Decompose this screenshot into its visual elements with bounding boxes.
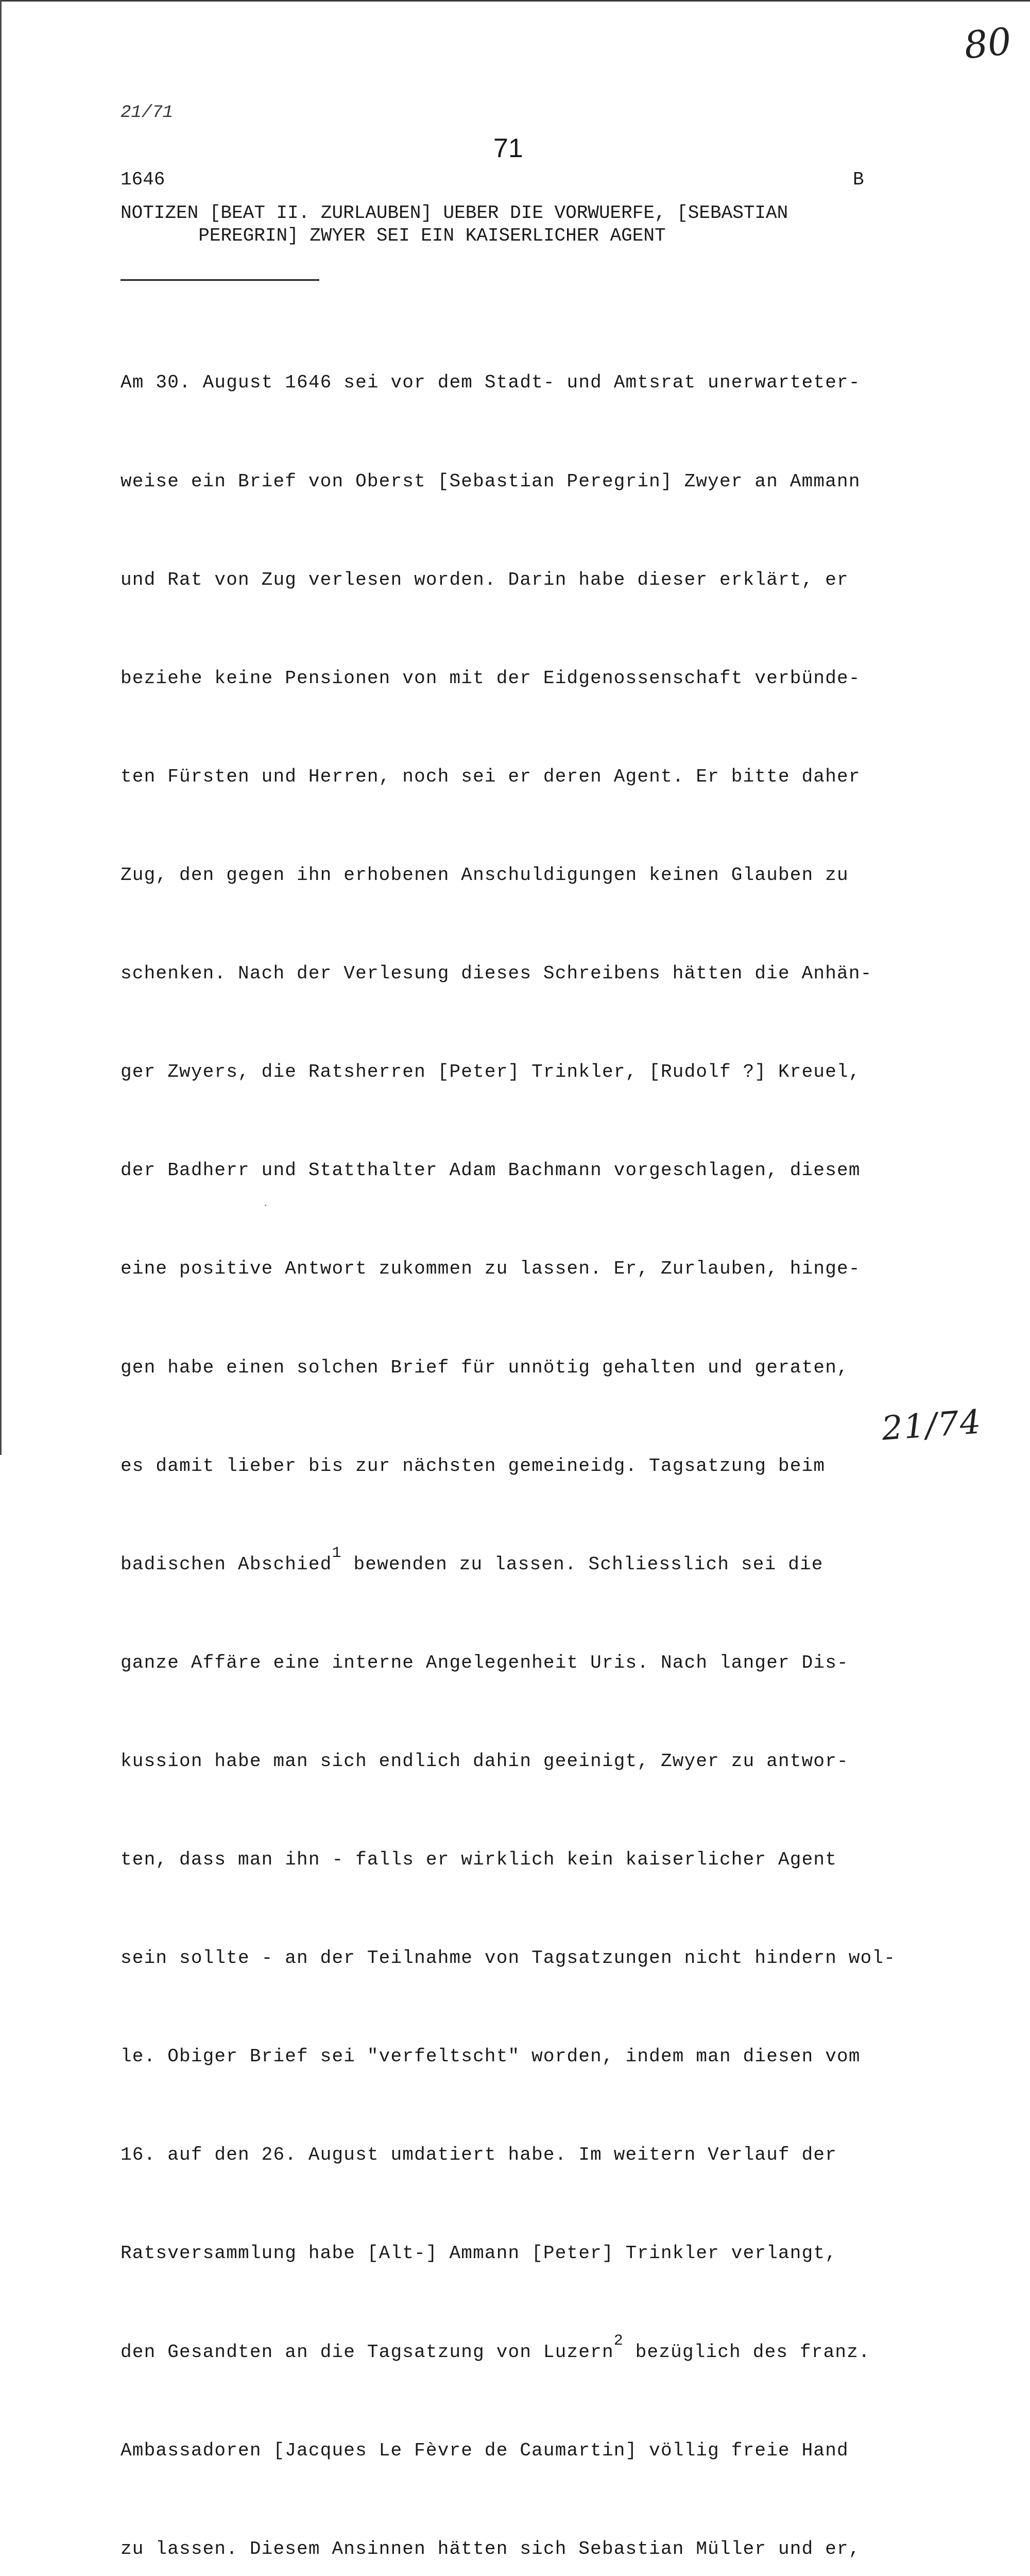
title-line — [121, 225, 788, 247]
body-line: kussion habe man sich endlich dahin geeinigt, Zwyer zu antwor- — [121, 1750, 849, 1772]
footnote-marker: 2 — [613, 2332, 624, 2350]
handwritten-folio-number: 80 — [962, 19, 1014, 67]
body-line: le. Obiger Brief sei "verfeltscht" worden, indem man diesen vom — [121, 2046, 861, 2067]
body-line — [121, 2332, 896, 2369]
document-number: 71 — [493, 133, 523, 163]
body-line: ganze Affäre eine interne Angelegenheit Uris. Nach langer Dis- — [121, 1652, 849, 1673]
body-line: Zug, den gegen ihn erhobenen Anschuldigungen keinen Glauben zu — [121, 864, 849, 886]
body-line: gen habe einen solchen Brief für unnötig gehalten und geraten, — [121, 1357, 849, 1378]
body-text — [121, 301, 896, 2576]
document-title — [121, 202, 788, 247]
body-line-text: den Gesandten an die Tagsatzung von Luzern — [121, 2341, 614, 2363]
handwritten-archive-number: 21/74 — [880, 1403, 983, 1448]
body-line: beziehe keine Pensionen von mit der Eidgenossenschaft verbünde- — [121, 667, 861, 689]
body-line: schenken. Nach der Verlesung dieses Schreibens hätten die Anhän- — [121, 963, 872, 985]
paper-speck — [265, 1205, 266, 1206]
page-top-edge — [0, 0, 1030, 2]
body-line: weise ein Brief von Oberst [Sebastian Peregrin] Zwyer an Ammann — [121, 470, 861, 492]
body-line — [121, 1544, 896, 1581]
body-line: Ambassadoren [Jacques Le Fèvre de Caumartin] völlig freie Hand — [121, 2439, 849, 2461]
body-line: ger Zwyers, die Ratsherren [Peter] Trinkler, [Rudolf ?] Kreuel, — [121, 1061, 861, 1083]
body-line: sein sollte - an der Teilnahme von Tagsatzungen nicht hindern wol- — [121, 1947, 896, 1969]
title-line-text: PEREGRIN] ZWYER SEI EIN KAISERLICHER AGENT — [198, 225, 666, 246]
title-underline — [121, 279, 319, 281]
document-reference: 21/71 — [121, 103, 174, 123]
body-line: es damit lieber bis zur nächsten gemeineidg. Tagsatzung beim — [121, 1455, 826, 1477]
body-line: Ratsversammlung habe [Alt-] Ammann [Peter] Trinkler verlangt, — [121, 2243, 837, 2264]
body-line: Am 30. August 1646 sei vor dem Stadt- und Amtsrat unerwarteter- — [121, 372, 861, 394]
body-line: der Badherr und Statthalter Adam Bachmann vorgeschlagen, diesem — [121, 1160, 861, 1181]
body-line: ten Fürsten und Herren, noch sei er deren Agent. Er bitte daher — [121, 766, 861, 787]
body-line: zu lassen. Diesem Ansinnen hätten sich Sebastian Müller und er, — [121, 2538, 861, 2560]
document-classification: B — [853, 169, 864, 190]
title-line: NOTIZEN [BEAT II. ZURLAUBEN] UEBER DIE VORWUERFE, [SEBASTIAN — [121, 202, 788, 224]
body-line-text: badischen Abschied — [121, 1553, 332, 1575]
footnote-marker: 1 — [332, 1544, 342, 1562]
body-line: und Rat von Zug verlesen worden. Darin habe dieser erklärt, er — [121, 569, 849, 590]
body-line-text: bezüglich des franz. — [623, 2341, 870, 2363]
document-year: 1646 — [121, 169, 165, 190]
body-line: 16. auf den 26. August umdatiert habe. Im weitern Verlauf der — [121, 2144, 837, 2166]
body-line: eine positive Antwort zukommen zu lassen. Er, Zurlauben, hinge- — [121, 1258, 861, 1280]
body-line: ten, dass man ihn - falls er wirklich kein kaiserlicher Agent — [121, 1849, 837, 1871]
page-left-edge — [0, 0, 2, 1455]
body-line-text: bewenden zu lassen. Schliesslich sei die — [341, 1553, 823, 1575]
